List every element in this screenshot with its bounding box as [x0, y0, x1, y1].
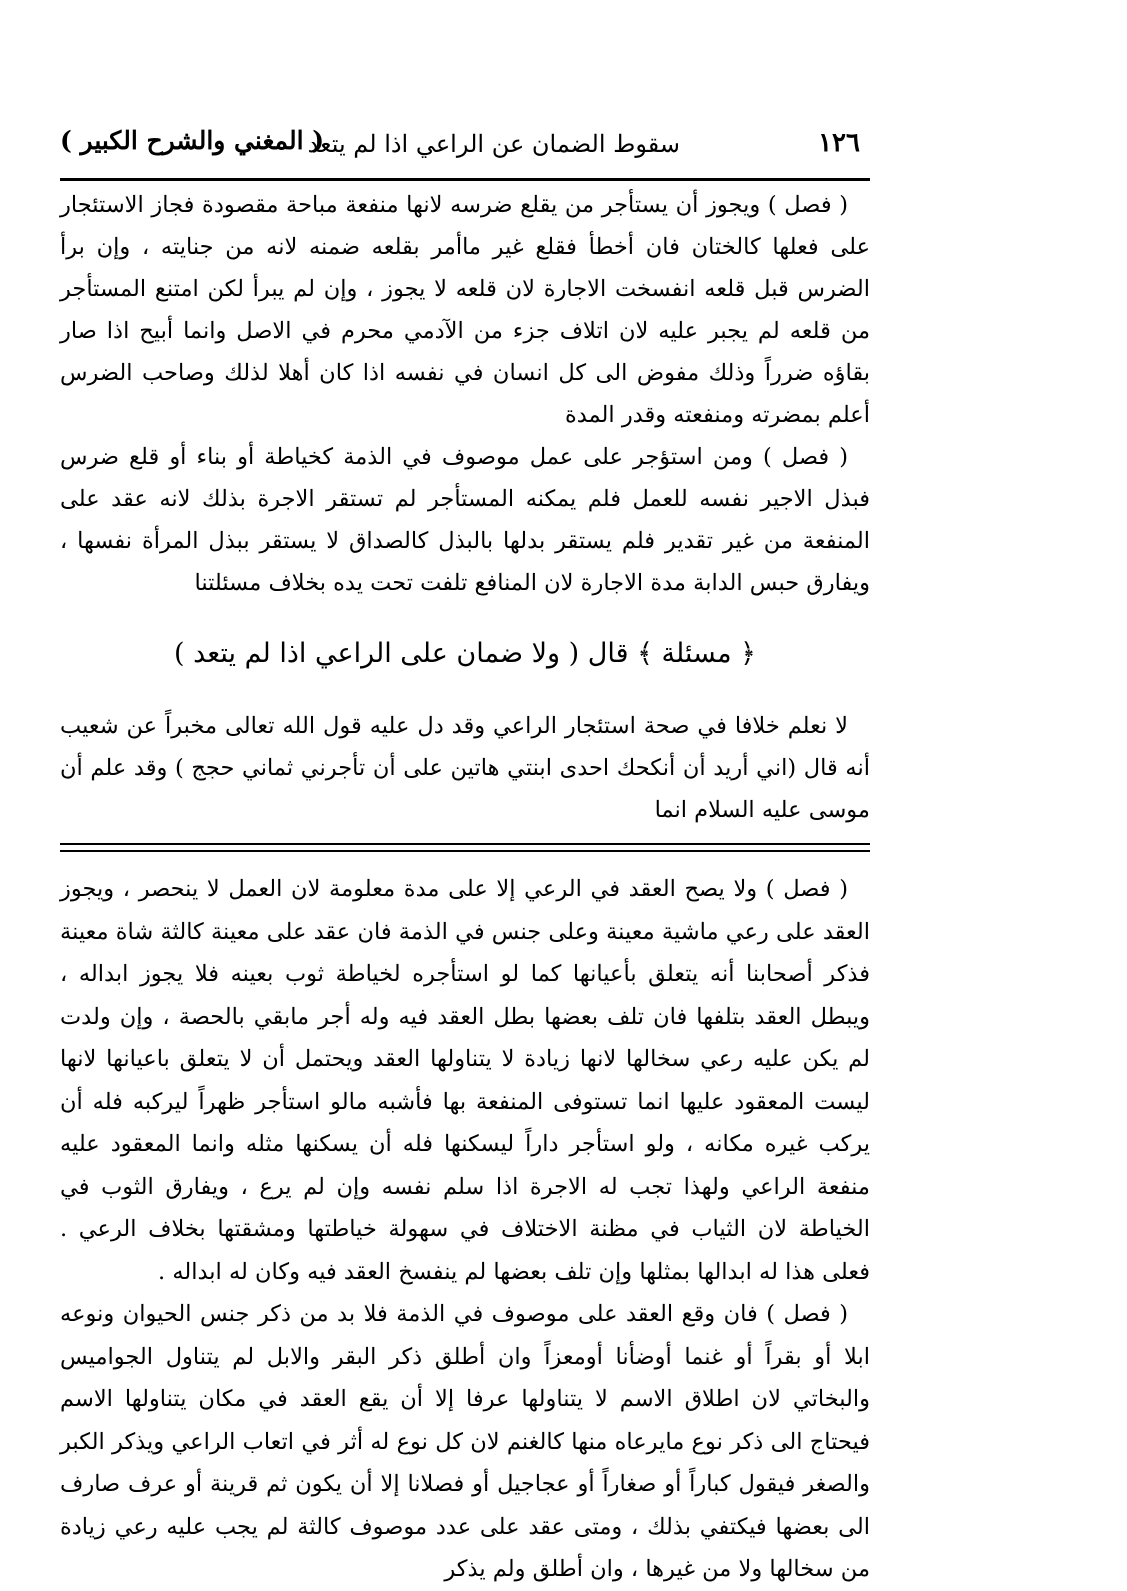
commentary-text [60, 868, 870, 1591]
section-divider [60, 843, 870, 852]
page-header [60, 120, 870, 170]
chapter-title: سقوط الضمان عن الراعي اذا لم يتعد [307, 130, 680, 158]
upper-text [60, 184, 870, 604]
paragraph-hired-worker: ( فصل ) ومن استؤجر على عمل موصوف في الذمة كخياطة أو بناء أو قلع ضرس فبذل الاجير نفسه للعمل فلم يمكنه المستأجر لم تستقر الاجرة بذلك لانه عقد على المنفعة من غير تقدير فلم يستقر بدلها بالبذل كالصداق لا يستقر ببذل المرأة نفسها ، ويفارق حبس الدابة مدة الاجارة لان المنافع تلفت تحت يده بخلاف مسئلتنا [60, 444, 870, 596]
header-rule [60, 178, 870, 181]
paragraph-herding-contract: ( فصل ) ولا يصح العقد في الرعي إلا على مدة معلومة لان العمل لا ينحصر ، ويجوز العقد على رعي ماشية معينة وعلى جنس في الذمة فان عقد على معينة كالثة شاة معينة فذكر أصحابنا أنه يتعلق بأعيانها كما لو استأجره لخياطة ثوب بعينه فلا يجوز ابداله ، ويبطل العقد بتلفها فان تلف بعضها بطل العقد فيه وله أجر مابقي بالحصة ، وإن ولدت لم يكن عليه رعي سخالها لانها زيادة لا يتناولها العقد ويحتمل أن لا يتعلق باعيانها لانها ليست المعقود عليها انما تستوفى المنفعة بها فأشبه مالو استأجر ظهراً ليركبه فله أن يركب غيره مكانه ، ولو استأجر داراً ليسكنها فله أن يسكنها مثله وانما المعقود عليه منفعة الراعي ولهذا تجب له الاجرة اذا سلم نفسه وإن لم يرع ، ويفارق الثوب في الخياطة لان الثياب في مظنة الاختلاف في سهولة خياطتها ومشقتها بخلاف الرعي . فعلى هذا له ابدالها بمثلها وإن تلف بعضها لم ينفسخ العقد فيه وكان له ابداله . [60, 876, 870, 1285]
book-title: ( المغني والشرح الكبير ) [60, 126, 325, 155]
masala-text: لا نعلم خلافا في صحة استئجار الراعي وقد دل عليه قول الله تعالى مخبراً عن شعيب أنه قال (اني أريد أن أنكحك احدى ابنتي هاتين على أن تأجرني ثماني حجج ) وقد علم أن موسى عليه السلام انما [60, 713, 870, 823]
book-page [60, 120, 870, 1591]
masala-heading: ﴿ مسئلة ﴾ قال ( ولا ضمان على الراعي اذا لم يتعد ) [174, 638, 756, 669]
paragraph-tooth-extraction: ( فصل ) ويجوز أن يستأجر من يقلع ضرسه لانها منفعة مباحة مقصودة فجاز الاستئجار على فعلها كالختان فان أخطأ فقلع غير ماأمر بقلعه ضمنه لانه من جنايته ، وإن برأ الضرس قبل قلعه انفسخت الاجارة لان قلعه لا يجوز ، وإن لم يبرأ لكن امتنع المستأجر من قلعه لم يجبر عليه لان اتلاف جزء من الآدمي محرم في الاصل وانما أبيح اذا صار بقاؤه ضرراً وذلك مفوض الى كل انسان في نفسه اذا كان أهلا لذلك وصاحب الضرس أعلم بمضرته ومنفعته وقدر المدة [60, 192, 870, 428]
page-number: ١٢٦ [818, 128, 860, 158]
paragraph-described-animals: ( فصل ) فان وقع العقد على موصوف في الذمة فلا بد من ذكر جنس الحيوان ونوعه ابلا أو بقراً أو غنما أوضأنا أومعزاً وان أطلق ذكر البقر والابل لم يتناول الجواميس والبخاتي لان اطلاق الاسم لا يتناولها عرفا إلا أن يقع العقد في مكان يتناولها الاسم فيحتاج الى ذكر نوع مايرعاه منها كالغنم لان كل نوع له أثر في اتعاب الراعي ويذكر الكبر والصغر فيقول كباراً أو صغاراً أو عجاجيل أو فصلانا إلا أن يكون ثم قرينة أو عرف صارف الى بعضها فيكتفي بذلك ، ومتى عقد على عدد موصوف كالثة لم يجب عليه رعي زيادة من سخالها ولا من غيرها ، وان أطلق ولم يذكر [60, 1301, 870, 1582]
